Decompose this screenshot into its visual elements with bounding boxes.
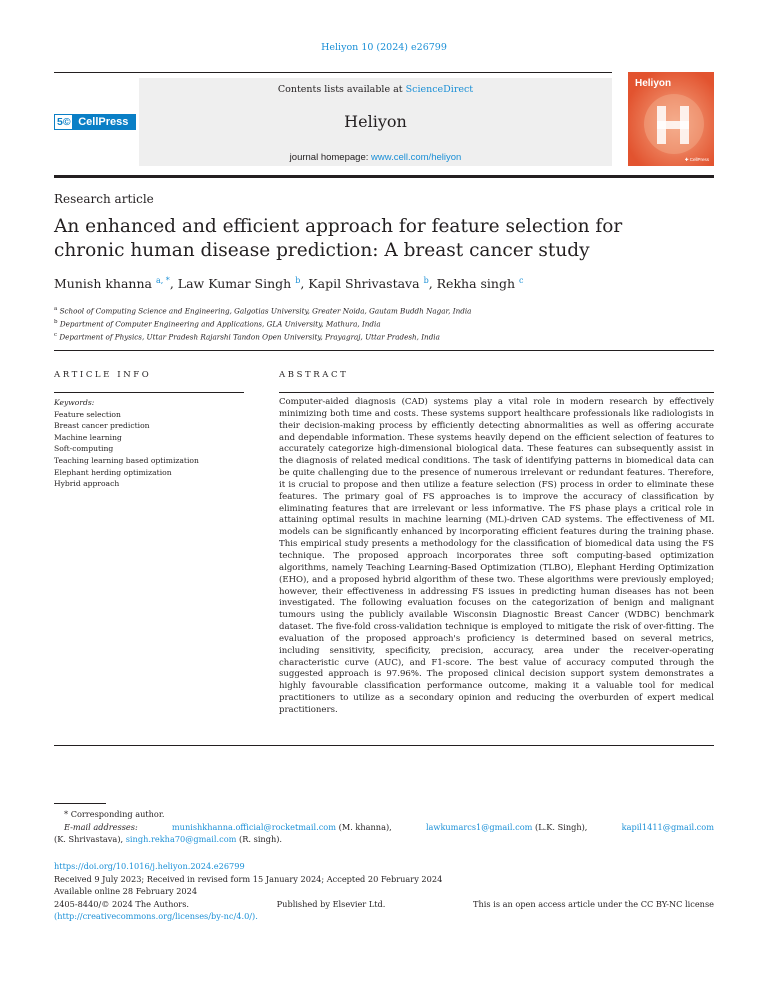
author-name[interactable]: Kapil Shrivastava bbox=[308, 276, 420, 292]
sciencedirect-link[interactable]: ScienceDirect bbox=[405, 84, 474, 95]
keywords-block bbox=[54, 397, 254, 490]
author-affiliation-mark[interactable]: a, * bbox=[155, 276, 170, 285]
affiliation-rule bbox=[54, 350, 714, 351]
license-line: 2405-8440/© 2024 The Authors. Published by Elsevier Ltd. This is an open access article under the CC BY-NC license bbox=[54, 898, 714, 909]
journal-cover-image[interactable] bbox=[628, 72, 714, 166]
keyword: Elephant herding optimization bbox=[54, 467, 172, 477]
corresponding-author-note: * Corresponding author. bbox=[64, 809, 165, 819]
online-date: Available online 28 February 2024 bbox=[54, 886, 198, 896]
journal-citation[interactable]: Heliyon 10 (2024) e26799 bbox=[321, 42, 447, 53]
journal-title: Heliyon bbox=[344, 112, 407, 131]
affiliation: $^b$ Department of Computer Engineering and Applications, GLA University, Mathura, India bbox=[54, 318, 381, 329]
journal-masthead bbox=[139, 78, 612, 166]
cellpress-logo[interactable] bbox=[54, 78, 136, 166]
cover-publisher: ✚ CellPress bbox=[684, 157, 709, 162]
homepage-line: journal homepage: www.cell.com/heliyon bbox=[289, 152, 462, 163]
keyword: Hybrid approach bbox=[54, 479, 120, 489]
abstract-end-rule bbox=[54, 745, 714, 746]
header-rule bbox=[54, 175, 714, 178]
logo-number: 5© bbox=[57, 116, 71, 128]
email-link[interactable]: lawkumarcs1@gmail.com bbox=[425, 821, 533, 832]
keyword: Machine learning bbox=[54, 432, 122, 442]
keywords-label: Keywords: bbox=[54, 398, 95, 407]
keyword: Breast cancer prediction bbox=[54, 421, 150, 431]
affiliations bbox=[54, 304, 714, 343]
author-name[interactable]: Rekha singh bbox=[436, 276, 516, 292]
author-name[interactable]: Munish khanna bbox=[54, 276, 152, 292]
publication-info bbox=[54, 860, 714, 923]
doi-link[interactable]: https://doi.org/10.1016/j.heliyon.2024.e26799 bbox=[54, 861, 245, 871]
author-affiliation-mark[interactable]: c bbox=[519, 276, 524, 285]
article-info-rule bbox=[54, 392, 244, 393]
author-affiliation-mark[interactable]: b bbox=[423, 276, 429, 285]
article-info-heading: ARTICLE INFO bbox=[54, 370, 152, 380]
email-link[interactable]: singh.rekha70@gmail.com bbox=[125, 834, 237, 844]
license-link[interactable]: (http://creativecommons.org/licenses/by-nc/4.0/). bbox=[54, 911, 258, 921]
author-name[interactable]: Law Kumar Singh bbox=[177, 276, 292, 292]
cover-title: Heliyon bbox=[635, 78, 672, 89]
footnote bbox=[54, 808, 714, 846]
article-title: An enhanced and efficient approach for feature selection for chronic human disease prediction: A breast cancer study bbox=[54, 216, 623, 261]
footnote-rule bbox=[54, 803, 106, 804]
abstract-rule bbox=[279, 392, 714, 393]
author-list: Munish khanna $^{a, *}$, Law Kumar Singh $^b$, Kapil Shrivastava $^b$, Rekha singh $^c$ bbox=[54, 276, 524, 292]
logo-text: CellPress bbox=[72, 115, 135, 129]
article-history: Received 9 July 2023; Received in revised form 15 January 2024; Accepted 20 February 2024 bbox=[54, 873, 443, 884]
author-affiliation-mark[interactable]: b bbox=[295, 276, 301, 285]
contents-line: Contents lists available at ScienceDirect bbox=[277, 84, 474, 95]
top-rule bbox=[54, 72, 612, 73]
keyword: Soft-computing bbox=[54, 444, 114, 454]
article-type: Research article bbox=[54, 192, 154, 206]
email-line: E-mail addresses: munishkhanna.official@rocketmail.com (M. khanna), lawkumarcs1@gmail.com (L.K. Singh), kapil1411@gmail.com bbox=[64, 821, 714, 832]
affiliation: $^a$ School of Computing Science and Engineering, Galgotias University, Greater Noida, Gautam Buddh Nagar, India bbox=[54, 306, 472, 316]
email-link[interactable]: munishkhanna.official@rocketmail.com bbox=[171, 821, 337, 832]
email-link[interactable]: kapil1411@gmail.com bbox=[621, 821, 714, 832]
homepage-link[interactable]: www.cell.com/heliyon bbox=[371, 152, 462, 163]
affiliation: $^c$ Department of Physics, Uttar Pradesh Rajarshi Tandon Open University, Prayagraj, Uttar Pradesh, India bbox=[54, 331, 440, 342]
abstract-heading: ABSTRACT bbox=[279, 370, 349, 380]
abstract-text: Computer-aided diagnosis (CAD) systems play a vital role in modern research by effectively minimizing both time and costs. These systems support healthcare professionals like radiologists in their decision-making process by efficiently detecting abnormalities as well as offering accurate and dependable information. These systems heavily depend on the efficient selection of features to accurately categorize high-dimensional biological data. These features can subsequently assist in the diagnosis of related medical conditions. The task of identifying patterns in biomedical data can be quite challenging due to the presence of numerous irrelevant or redundant features. Therefore, it is crucial to propose and then utilize a feature selection (FS) process in order to eliminate these features. The primary goal of FS approaches is to improve the accuracy of classification by eliminating features that are irrelevant or less informative. The FS phase plays a critical role in attaining optimal results in machine learning (ML)-driven CAD systems. The effectiveness of ML models can be significantly enhanced by incorporating efficient features during the training phase. This empirical study presents a methodology for the classification of biomedical data using the FS technique. The proposed approach incorporates three soft computing-based optimization algorithms, namely Teaching Learning-Based Optimization (TLBO), Elephant Herding Optimization (EHO), and a proposed hybrid algorithm of these two. These algorithms were previously employed; however, their effectiveness in addressing FS issues in predicting human diseases has not been investigated. The following evaluation focuses on the categorization of benign and malignant tumours using the publicly available Wisconsin Diagnostic Breast Cancer (WDBC) benchmark dataset. The five-fold cross-validation technique is employed to mitigate the risk of over-fitting. The evaluation of the proposed approach's proficiency is determined based on several metrics, including sensitivity, specificity, precision, accuracy, area under the receiver-operating characteristic curve (AUC), and F1-score. The best value of accuracy computed through the suggested approach is 97.96%. The proposed clinical decision support system demonstrates a highly favourable classification performance outcome, making it a valuable tool for medical practitioners to utilize as a secondary opinion and reducing the overburden of expert medical practitioners. bbox=[279, 397, 714, 715]
keyword: Teaching learning based optimization bbox=[54, 455, 199, 465]
cellpress-logo-mark bbox=[54, 114, 136, 130]
email-line-2: (K. Shrivastava), singh.rekha70@gmail.com (R. singh). bbox=[54, 834, 283, 844]
keyword: Feature selection bbox=[54, 409, 121, 419]
